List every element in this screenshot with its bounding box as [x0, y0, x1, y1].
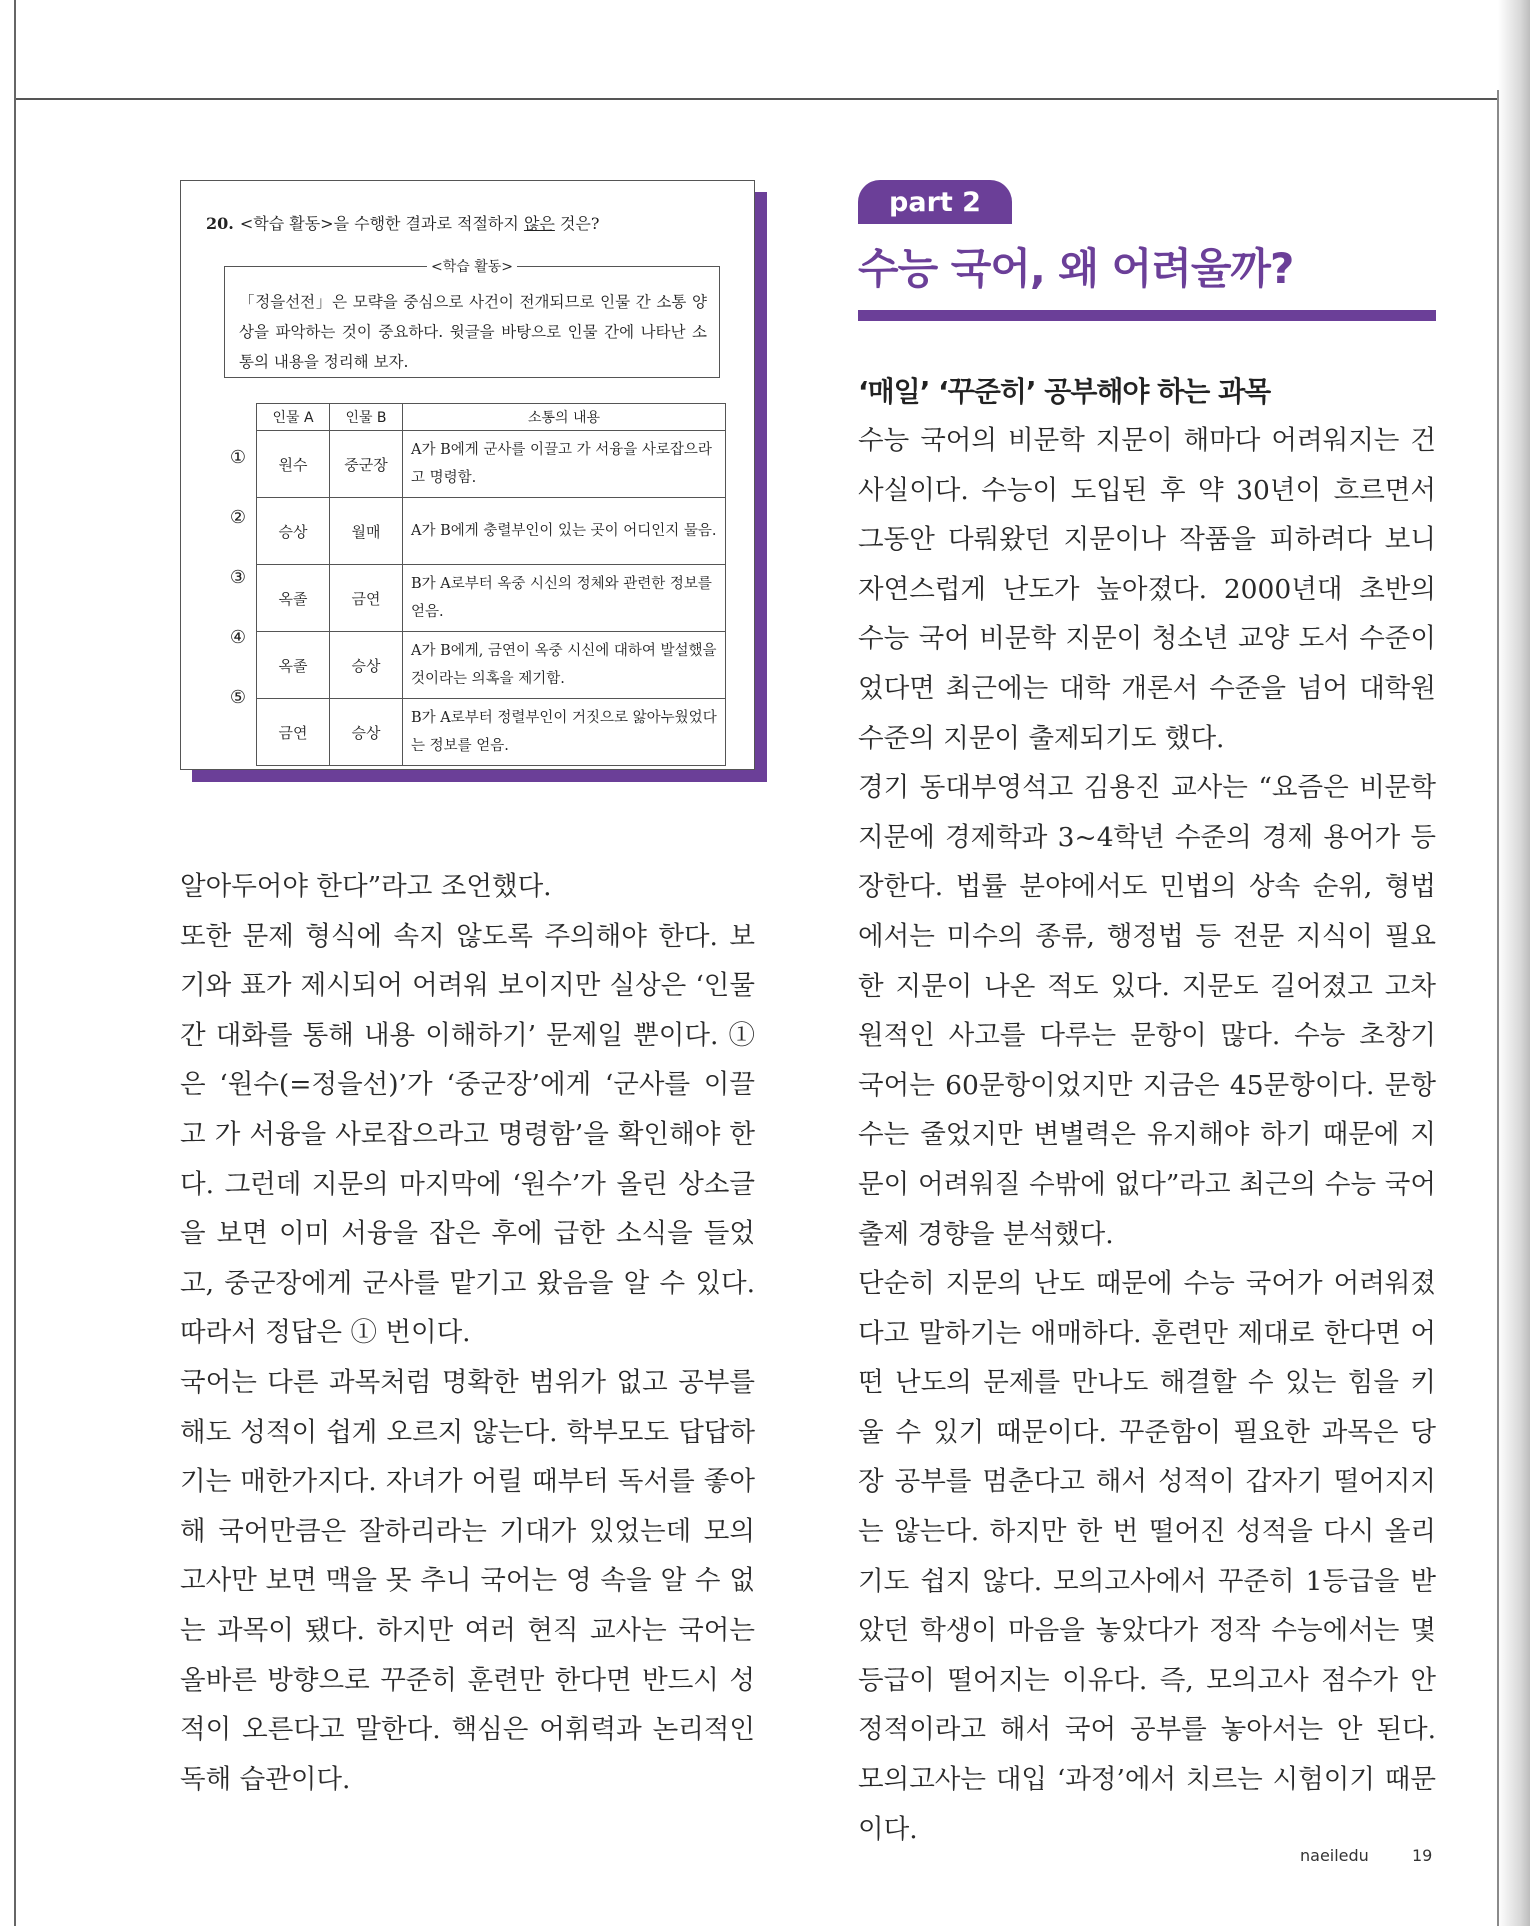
- learning-activity-text: 「정을선전」은 모략을 중심으로 사건이 전개되므로 인물 간 소통 양상을 파악하는 것이 중요하다. 윗글을 바탕으로 인물 간에 나타난 소통의 내용을 정리해 보자.: [239, 293, 707, 371]
- person-a: 금연: [257, 699, 330, 766]
- option-marker-3: ③: [229, 567, 247, 588]
- paragraph: 또한 문제 형식에 속지 않도록 주의해야 한다. 보기와 표가 제시되어 어려워 보이지만 실상은 ‘인물 간 대화를 통해 내용 이해하기’ 문제일 뿐이다. ①은 ‘원수(=정을선)’가 ‘중군장’에게 ‘군사를 이끌고 가 서융을 사로잡으라고 명령함’을 확인해야 한다. 그런데 지문의 마지막에 ‘원수’가 올린 상소글을 보면 이미 서융을 잡은 후에 급한 소식을 들었고, 중군장에게 군사를 맡기고 왔음을 알 수 있다. 따라서 정답은 ① 번이다.: [180, 920, 755, 1349]
- person-b: 중군장: [330, 431, 403, 498]
- person-a: 옥졸: [257, 565, 330, 632]
- quiz-question-text: <학습 활동>을 수행한 결과로 적절하지: [239, 214, 524, 233]
- option-marker-1: ①: [229, 447, 247, 468]
- quiz-question-end: 것은?: [554, 214, 600, 233]
- paragraph: 국어는 다른 과목처럼 명확한 범위가 없고 공부를 해도 성적이 쉽게 오르지 않는다. 학부모도 답답하기는 매한가지다. 자녀가 어릴 때부터 독서를 좋아해 국어만큼은 잘하리라는 기대가 있었는데 모의고사만 보면 맥을 못 추니 국어는 영 속을 알 수 없는 과목이 됐다. 하지만 여러 현직 교사는 국어는 올바른 방향으로 꾸준히 훈련만 한다면 반드시 성적이 오른다고 말한다. 핵심은 어휘력과 논리적인 독해 습관이다.: [180, 1366, 755, 1795]
- person-a: 옥졸: [257, 632, 330, 699]
- communication-content: A가 B에게 충렬부인이 있는 곳이 어디인지 물음.: [403, 498, 726, 565]
- communication-content: A가 B에게 군사를 이끌고 가 서융을 사로잡으라고 명령함.: [403, 431, 726, 498]
- learning-activity-box: [224, 259, 720, 378]
- title-underline-bar: [858, 310, 1436, 321]
- communication-content: B가 A로부터 정렬부인이 거짓으로 앓아누웠었다는 정보를 얻음.: [403, 699, 726, 766]
- person-b: 승상: [330, 632, 403, 699]
- table-row: [257, 498, 726, 565]
- table-header-b: 인물 B: [330, 404, 403, 431]
- person-b: 승상: [330, 699, 403, 766]
- table-row: [257, 565, 726, 632]
- option-marker-4: ④: [229, 627, 247, 648]
- paragraph: 알아두어야 한다”라고 조언했다.: [180, 871, 552, 902]
- page-right-shadow: [1498, 0, 1530, 1926]
- option-marker-2: ②: [229, 507, 247, 528]
- section-title: 수능 국어, 왜 어려울까?: [858, 244, 1294, 293]
- part-label-tab: part 2: [858, 180, 1012, 224]
- right-column-text: [858, 416, 1436, 1854]
- communication-table: [256, 403, 726, 766]
- section-subheading: ‘매일’ ‘꾸준히’ 공부해야 하는 과목: [858, 375, 1271, 408]
- person-b: 월매: [330, 498, 403, 565]
- quiz-box-body: [180, 180, 755, 770]
- learning-activity-label: <학습 활동>: [225, 256, 719, 276]
- footer-brand: naeiledu: [1300, 1846, 1369, 1865]
- person-a: 승상: [257, 498, 330, 565]
- paragraph: 단순히 지문의 난도 때문에 수능 국어가 어려워졌다고 말하기는 애매하다. 훈련만 제대로 한다면 어떤 난도의 문제를 만나도 해결할 수 있는 힘을 키울 수 있기 때문이다. 꾸준함이 필요한 과목은 당장 공부를 멈춘다고 해서 성적이 갑자기 떨어지지는 않는다. 하지만 한 번 떨어진 성적을 다시 올리기도 쉽지 않다. 모의고사에서 꾸준히 1등급을 받았던 학생이 마음을 놓았다가 정작 수능에서는 몇 등급이 떨어지는 이유다. 즉, 모의고사 점수가 안정적이라고 해서 국어 공부를 놓아서는 안 된다. 모의고사는 대입 ‘과정’에서 치르는 시험이기 때문이다.: [858, 1268, 1436, 1845]
- table-row: [257, 431, 726, 498]
- table-header-content: 소통의 내용: [403, 404, 726, 431]
- page-number: 19: [1412, 1846, 1433, 1865]
- option-marker-5: ⑤: [229, 687, 247, 708]
- page-right-edge: [1497, 90, 1499, 1926]
- quiz-question: [206, 211, 599, 234]
- paragraph: 수능 국어의 비문학 지문이 해마다 어려워지는 건 사실이다. 수능이 도입된 후 약 30년이 흐르면서 그동안 다뤄왔던 지문이나 작품을 피하려다 보니 자연스럽게 난도가 높아졌다. 2000년대 초반의 수능 국어 비문학 지문이 청소년 교양 도서 수준이었다면 최근에는 대학 개론서 수준을 넘어 대학원 수준의 지문이 출제되기도 했다.: [858, 425, 1436, 754]
- table-header-a: 인물 A: [257, 404, 330, 431]
- left-column-text: [180, 862, 755, 1804]
- quiz-box: [180, 180, 755, 770]
- communication-content: B가 A로부터 옥중 시신의 정체와 관련한 정보를 얻음.: [403, 565, 726, 632]
- page-top-border: [14, 0, 1528, 100]
- table-row: [257, 632, 726, 699]
- quiz-number: 20.: [206, 214, 234, 233]
- person-b: 금연: [330, 565, 403, 632]
- paragraph: 경기 동대부영석고 김용진 교사는 “요즘은 비문학 지문에 경제학과 3~4학년 수준의 경제 용어가 등장한다. 법률 분야에서도 민법의 상속 순위, 형법에서는 미수의 종류, 행정법 등 전문 지식이 필요한 지문이 나온 적도 있다. 지문도 길어졌고 고차원적인 사고를 다루는 문항이 많다. 수능 초창기 국어는 60문항이었지만 지금은 45문항이다. 문항 수는 줄었지만 변별력은 유지해야 하기 때문에 지문이 어려워질 수밖에 없다”라고 최근의 수능 국어 출제 경향을 분석했다.: [858, 772, 1436, 1250]
- page-left-border: [14, 0, 16, 1926]
- person-a: 원수: [257, 431, 330, 498]
- table-row: [257, 699, 726, 766]
- communication-content: A가 B에게, 금연이 옥중 시신에 대하여 발설했을 것이라는 의혹을 제기함.: [403, 632, 726, 699]
- quiz-question-underlined: 않은: [523, 214, 555, 233]
